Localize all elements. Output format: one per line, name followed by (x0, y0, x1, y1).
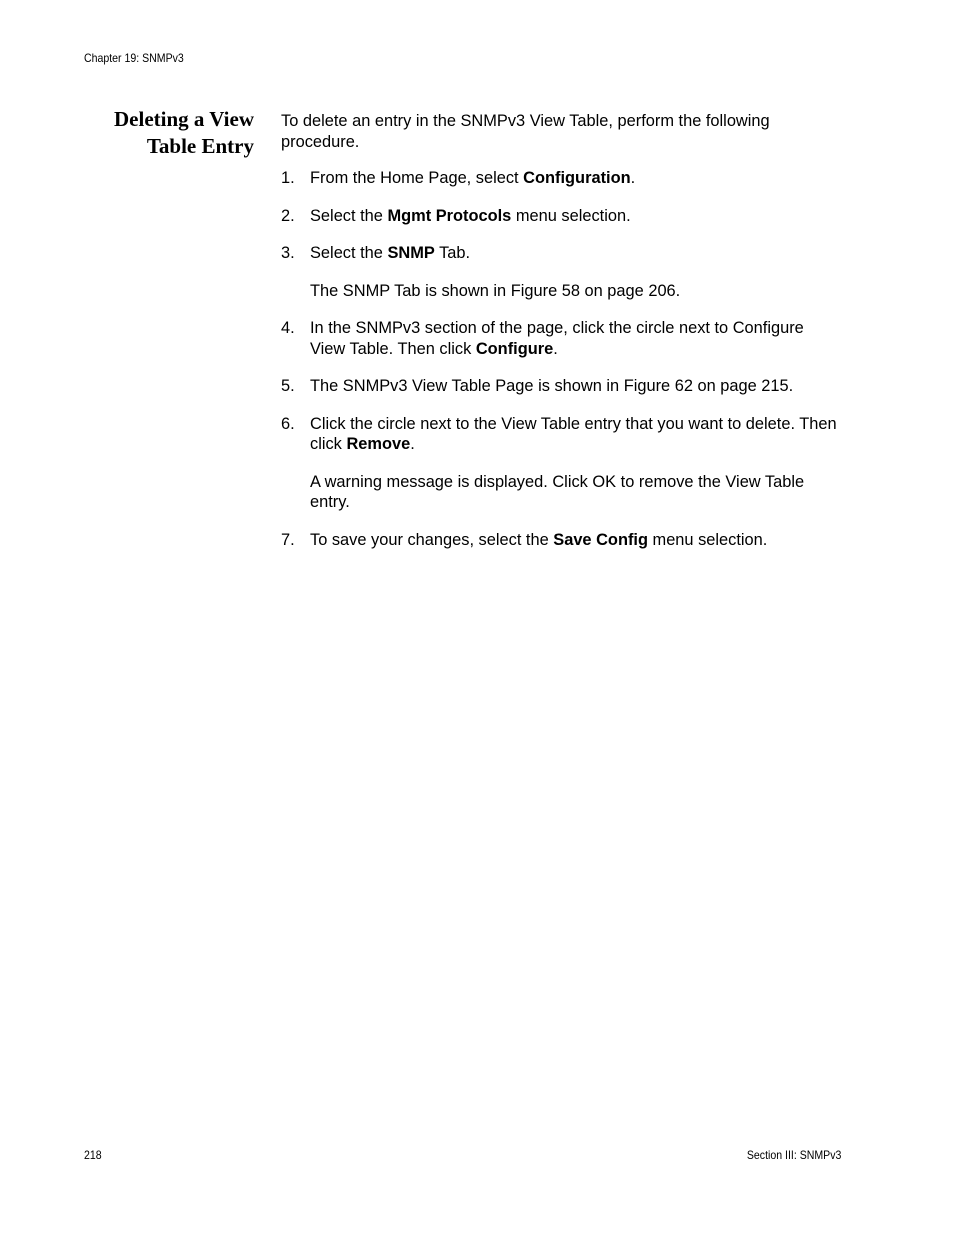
step-text-end: menu selection. (511, 206, 631, 225)
step-bold-term: Remove (346, 435, 411, 453)
step-item (281, 318, 841, 359)
step-bold-term: Save Config (553, 530, 648, 549)
step-text: Click the circle next to the View Table entry that you want to delete. Then click (310, 414, 837, 453)
step-text-end: . (630, 169, 636, 187)
step-bold-term: SNMP (387, 244, 435, 262)
step-item (281, 206, 841, 227)
step-bold-term: Mgmt Protocols (387, 206, 512, 225)
step-item (281, 530, 841, 551)
step-number: 4. (281, 319, 295, 337)
step-text: The SNMPv3 View Table Page is shown in Figure 62 on page 215. (310, 377, 794, 395)
step-number: 7. (281, 530, 295, 549)
step-number: 3. (281, 244, 295, 262)
step-number: 6. (281, 414, 295, 433)
step-text: From the Home Page, select (310, 169, 524, 187)
step-note: The SNMP Tab is shown in Figure 58 on page 206. (310, 281, 681, 300)
step-item (281, 168, 841, 189)
step-number: 2. (281, 206, 295, 225)
step-text: Select the (310, 244, 388, 262)
step-bold-term: Configure (475, 339, 554, 358)
step-bold-term: Configuration (523, 169, 631, 187)
step-number: 1. (281, 169, 295, 187)
running-header: Chapter 19: SNMPv3 (84, 51, 184, 65)
step-text-end: . (410, 435, 415, 453)
section-heading-line-2: Table Entry (146, 134, 254, 158)
step-text-end: . (553, 339, 558, 358)
step-text: To save your changes, select the (310, 530, 554, 549)
step-text-end: menu selection. (647, 530, 768, 549)
step-note: A warning message is displayed. Click OK to remove the View Table entry. (310, 472, 805, 511)
step-text-end: Tab. (434, 244, 471, 262)
step-item (281, 376, 841, 397)
section-heading (84, 106, 254, 160)
running-footer-section: Section III: SNMPv3 (746, 1148, 841, 1162)
intro-paragraph: To delete an entry in the SNMPv3 View Table, perform the following procedure. (281, 112, 770, 151)
step-text: Select the (310, 206, 388, 225)
procedure-steps (281, 168, 841, 550)
page-number: 218 (84, 1148, 102, 1162)
step-item (281, 243, 841, 301)
step-number: 5. (281, 377, 295, 395)
section-heading-line-1: Deleting a View (114, 107, 254, 131)
body-column (281, 111, 841, 567)
step-text: In the SNMPv3 section of the page, click the circle next to Configure View Table. Then click (310, 319, 804, 358)
step-item (281, 414, 841, 513)
